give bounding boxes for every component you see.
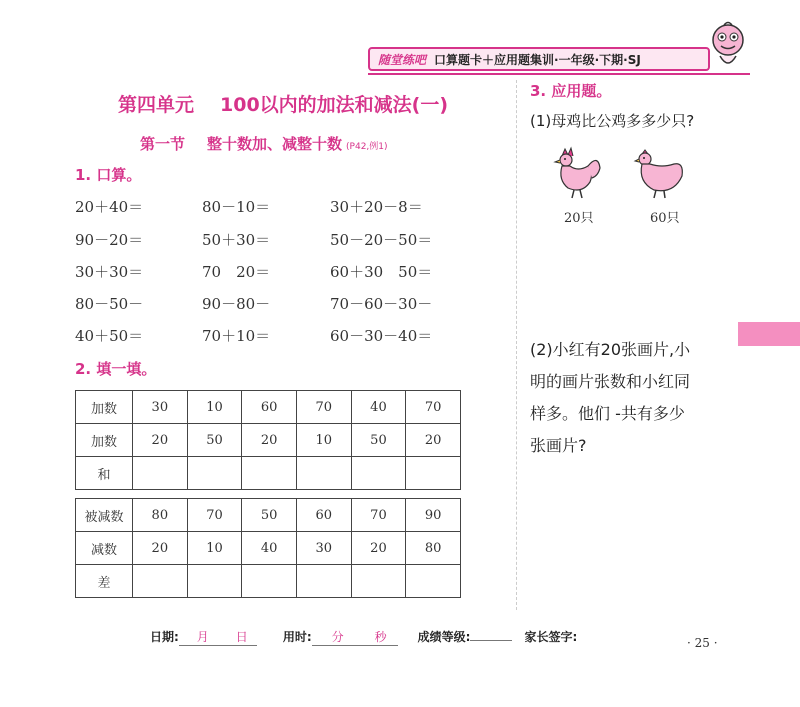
unit-label: 第四单元 <box>118 94 195 116</box>
answer-cell[interactable] <box>242 457 297 490</box>
question-2-line: 明的画片张数和小红同 <box>530 372 691 391</box>
section-ref: (P42,例1) <box>346 142 388 152</box>
calc-problem: 30＋30＝ <box>75 263 144 281</box>
table-cell: 70 <box>296 391 351 424</box>
section-name: 整十数加、减整十数 <box>207 135 343 153</box>
hen-icon <box>632 146 688 202</box>
question-2-line: 张画片? <box>530 436 587 455</box>
header-banner <box>368 47 710 71</box>
table-cell: 60 <box>296 499 351 532</box>
row-label: 被减数 <box>76 499 133 532</box>
table-cell: 20 <box>133 424 188 457</box>
column-divider <box>516 80 517 610</box>
question-2-line: 样多。他们 -共有多少 <box>530 404 685 423</box>
rooster-count: 20只 <box>564 211 594 226</box>
month-field[interactable]: 月 <box>179 628 227 646</box>
rooster-icon <box>548 146 604 202</box>
page-tab-marker <box>738 322 800 346</box>
calc-problem: 40＋50＝ <box>75 327 144 345</box>
calc-problem: 80－10＝ <box>202 198 271 216</box>
table-cell: 20 <box>242 424 297 457</box>
table-cell: 50 <box>242 499 297 532</box>
part2-heading: 2. 填一填。 <box>75 360 157 378</box>
calc-problem: 90－20＝ <box>75 231 144 249</box>
table-row <box>76 457 461 490</box>
minute-field[interactable]: 分 <box>312 628 364 646</box>
answer-cell[interactable] <box>406 457 461 490</box>
question-1: (1)母鸡比公鸡多多少只? <box>530 112 695 130</box>
table-cell: 40 <box>242 532 297 565</box>
answer-cell[interactable] <box>351 457 406 490</box>
table-cell: 90 <box>406 499 461 532</box>
table-cell: 80 <box>406 532 461 565</box>
row-label: 加数 <box>76 391 133 424</box>
answer-cell[interactable] <box>406 565 461 598</box>
table-cell: 30 <box>296 532 351 565</box>
table-cell: 10 <box>296 424 351 457</box>
calc-problem: 20＋40＝ <box>75 198 144 216</box>
calc-problem: 50－20－50＝ <box>330 231 433 249</box>
grade-field[interactable] <box>470 640 512 641</box>
brand-name: 随堂练吧 <box>378 52 427 67</box>
hen-count: 60只 <box>650 211 680 226</box>
row-label: 差 <box>76 565 133 598</box>
footer <box>150 628 577 646</box>
answer-cell[interactable] <box>187 565 242 598</box>
table-cell: 50 <box>351 424 406 457</box>
date-label: 日期: <box>150 630 179 644</box>
table-cell: 20 <box>406 424 461 457</box>
calc-problem: 60－30－40＝ <box>330 327 433 345</box>
question-2-line: (2)小红有20张画片,小 <box>530 340 691 359</box>
question-2 <box>530 334 730 462</box>
table-cell: 80 <box>133 499 188 532</box>
subtraction-table <box>75 498 461 598</box>
day-field[interactable]: 日 <box>227 628 257 646</box>
table-row <box>76 532 461 565</box>
calc-problem: 90－80－ <box>202 295 271 313</box>
grade-label: 成绩等级: <box>417 630 471 644</box>
section-label: 第一节 <box>140 135 186 153</box>
table-cell: 10 <box>187 532 242 565</box>
table-row <box>76 391 461 424</box>
table-cell: 70 <box>187 499 242 532</box>
calc-problem: 70 20＝ <box>202 263 271 281</box>
answer-cell[interactable] <box>133 457 188 490</box>
row-label: 和 <box>76 457 133 490</box>
table-cell: 70 <box>406 391 461 424</box>
table-cell: 60 <box>242 391 297 424</box>
answer-cell[interactable] <box>296 565 351 598</box>
calc-problem: 70＋10＝ <box>202 327 271 345</box>
part3-heading: 3. 应用题。 <box>530 82 612 100</box>
answer-cell[interactable] <box>133 565 188 598</box>
part1-heading: 1. 口算。 <box>75 166 142 184</box>
page-number: · 25 · <box>687 636 718 650</box>
second-field[interactable]: 秒 <box>364 628 398 646</box>
calc-problem: 80－50－ <box>75 295 144 313</box>
calc-problem: 50＋30＝ <box>202 231 271 249</box>
unit-title <box>118 90 448 117</box>
calc-problem: 30＋20－8＝ <box>330 198 423 216</box>
unit-name: 100以内的加法和减法(一) <box>220 94 449 116</box>
table-cell: 20 <box>351 532 406 565</box>
answer-cell[interactable] <box>242 565 297 598</box>
sign-label: 家长签字: <box>524 630 578 644</box>
addition-table <box>75 390 461 490</box>
table-cell: 30 <box>133 391 188 424</box>
answer-cell[interactable] <box>296 457 351 490</box>
table-cell: 40 <box>351 391 406 424</box>
header-rule <box>368 73 750 75</box>
mascot-icon <box>706 20 750 76</box>
row-label: 减数 <box>76 532 133 565</box>
table-cell: 70 <box>351 499 406 532</box>
calc-problem: 60＋30 50＝ <box>330 263 433 281</box>
answer-cell[interactable] <box>187 457 242 490</box>
table-row <box>76 424 461 457</box>
row-label: 加数 <box>76 424 133 457</box>
time-label: 用时: <box>282 630 312 644</box>
table-cell: 50 <box>187 424 242 457</box>
table-row <box>76 565 461 598</box>
table-cell: 20 <box>133 532 188 565</box>
book-subtitle: 口算题卡＋应用题集训·一年级·下期·SJ <box>434 52 641 67</box>
section-title <box>140 133 388 154</box>
table-cell: 10 <box>187 391 242 424</box>
calc-problem: 70－60－30－ <box>330 295 433 313</box>
answer-cell[interactable] <box>351 565 406 598</box>
table-row <box>76 499 461 532</box>
